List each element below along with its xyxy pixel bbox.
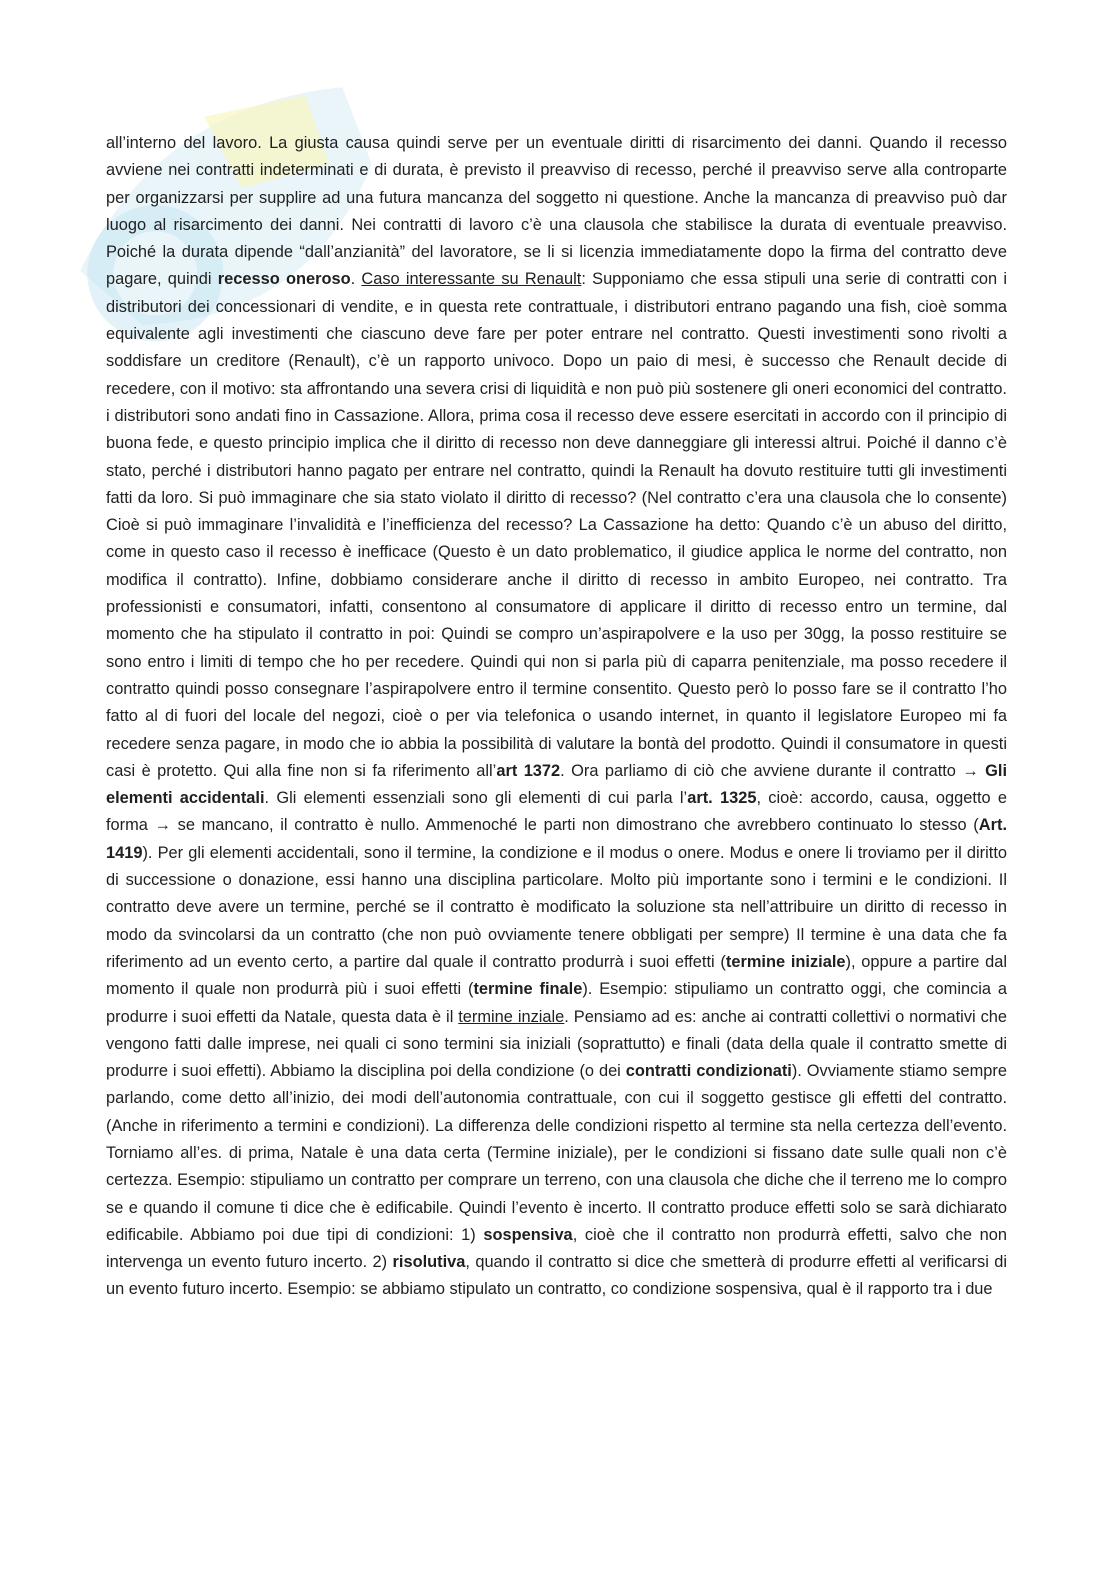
text-run: ). Ovviamente stiamo sempre parlando, come detto all’inizio, dei modi dell’autonomia contrattuale, con cui il soggetto gestisce gli effetti del contratto. (Anche in riferimento a termini e condizioni). La differenza delle condizioni rispetto al termine sta nella certezza dell’evento. Torniamo all’es. di prima, Natale è una data certa (Termine iniziale), per le condizioni si fissano date sulle quali non c’è certezza. Esempio: stipuliamo un contratto per comprare un terreno, con una clausola che diche che il terreno me lo compro se e quando il comune ti dice che è edificabile. Quindi l’evento è incerto. Il contratto produce effetti solo se sarà dichiarato edificabile. Abbiamo poi due tipi di condizioni: 1) <box>106 1062 1007 1244</box>
text-run: , quando il contratto si dice che smetterà di produrre effetti al verificarsi di un evento futuro incerto. Esempio: se abbiamo stipulato un contratto, co condizione sospensiva, qual è il rapporto tra i due <box>106 1253 1007 1299</box>
bold-term: termine finale <box>473 980 583 999</box>
text-run: ), oppure a partire dal momento il quale non produrrà più i suoi effetti ( <box>106 952 1007 999</box>
underlined-term: Caso interessante su Renault <box>361 270 582 289</box>
underlined-term: termine inziale <box>458 1007 565 1026</box>
bold-term: Gli elementi accidentali <box>106 761 1008 808</box>
text-run: . Pensiamo ad es: anche ai contratti collettivi o normativi che vengono fatti dalle imprese, nei quali ci sono termini sia iniziali (soprattutto) e finali (data della quale il contratto smette di produrre i suoi effetti). Abbiamo la disciplina poi della condizione (o dei <box>106 1007 1007 1081</box>
bold-term: art 1372 <box>496 761 561 780</box>
bold-term: risolutiva <box>392 1253 466 1272</box>
text-run: , cioè: accordo, causa, oggetto e forma → se mancano, il contratto è nullo. Ammenoché le parti non dimostrano che avrebbero continuato lo stesso ( <box>106 789 1008 835</box>
text-run: ). Esempio: stipuliamo un contratto oggi, che comincia a produrre i suoi effetti da Natale, questa data è il <box>106 980 1008 1026</box>
text-run: . <box>350 270 362 289</box>
bold-term: recesso oneroso <box>217 270 351 289</box>
bold-term: contratti condizionati <box>625 1062 792 1081</box>
document-body-text <box>106 130 1007 1304</box>
bold-term: sospensiva <box>483 1225 573 1244</box>
text-run: . Gli elementi essenziali sono gli elementi di cui parla l’ <box>264 789 688 808</box>
text-run: ). Per gli elementi accidentali, sono il termine, la condizione e il modus o onere. Modus e onere li troviamo per il diritto di successione o donazione, essi hanno una disciplina particolare. Molto più importante sono i termini e le condizioni. Il contratto deve avere un termine, perché se il contratto è modificato la soluzione sta nell’attribuire un diritto di recesso in modo da svincolarsi da un contratto (che non può ovviamente tenere obbligati per sempre) Il termine è una data che fa riferimento ad un evento certo, a partire dal quale il contratto produrrà i suoi effetti ( <box>106 843 1007 971</box>
bold-term: art. 1325 <box>687 789 757 808</box>
text-run: all’interno del lavoro. La giusta causa quindi serve per un eventuale diritti di risarcimento dei danni. Quando il recesso avviene nei contratti indeterminati e di durata, è previsto il preavviso di recesso, perché il preavviso serve alla controparte per organizzarsi per supplire ad una futura mancanza del soggetto ni questione. Anche la mancanza di preavviso può dar luogo al risarcimento dei danni. Nei contratti di lavoro c’è una clausola che stabilisce la durata di eventuale preavviso. Poiché la durata dipende “dall’anzianità” del lavoratore, se li si licenzia immediatamente dopo la firma del contratto deve pagare, quindi <box>106 134 1007 289</box>
bold-term: Art. 1419 <box>106 816 1007 862</box>
text-run: , cioè che il contratto non produrrà effetti, salvo che non intervenga un evento futuro incerto. 2) <box>106 1225 1007 1272</box>
text-run: : Supponiamo che essa stipuli una serie di contratti con i distributori dei concessionari di vendite, e in questa rete contrattuale, i distributori entrano pagando una fish, cioè somma equivalente agli investimenti che ciascuno deve fare per poter entrare nel contratto. Questi investimenti sono rivolti a soddisfare un creditore (Renault), c’è un rapporto univoco. Dopo un paio di mesi, è successo che Renault decide di recedere, con il motivo: sta affrontando una severa crisi di liquidità e non può più sostenere gli oneri economici del contratto. i distributori sono andati fino in Cassazione. Allora, prima cosa il recesso deve essere esercitati in accordo con il principio di buona fede, e questo principio implica che il diritto di recesso non deve danneggiare gli interessi altrui. Poiché il danno c’è stato, perché i distributori hanno pagato per entrare nel contratto, quindi la Renault ha dovuto restituire tutti gli investimenti fatti da loro. Si può immaginare che sia stato violato il diritto di recesso? (Nel contratto c’era una clausola che lo consente) Cioè si può immaginare l’invalidità e l’inefficienza del recesso? La Cassazione ha detto: Quando c’è un abuso del diritto, come in questo caso il recesso è inefficace (Questo è un dato problematico, il giudice applica le norme del contratto, non modifica il contratto). Infine, dobbiamo considerare anche il diritto di recesso in ambito Europeo, nei contratto. Tra professionisti e consumatori, infatti, consentono al consumatore di applicare il diritto di recesso entro un termine, dal momento che ha stipulato il contratto in poi: Quindi se compro un’aspirapolvere e la uso per 30gg, la posso restituire se sono entro i limiti di tempo che ho per recedere. Quindi qui non si parla più di caparra penitenziale, ma posso recedere il contratto quindi posso consegnare l’aspirapolvere entro il termine consentito. Questo però lo posso fare se il contratto l’ho fatto al di fuori del locale del negozi, cioè o per via telefonica o usando internet, in quanto il legislatore Europeo mi fa recedere senza pagare, in modo che io abbia la possibilità di valutare la bontà del prodotto. Quindi il consumatore in questi casi è protetto. Qui alla fine non si fa riferimento all’ <box>106 270 1008 780</box>
bold-term: termine iniziale <box>725 952 846 971</box>
text-run: . Ora parliamo di ciò che avviene durante il contratto → <box>560 761 986 780</box>
